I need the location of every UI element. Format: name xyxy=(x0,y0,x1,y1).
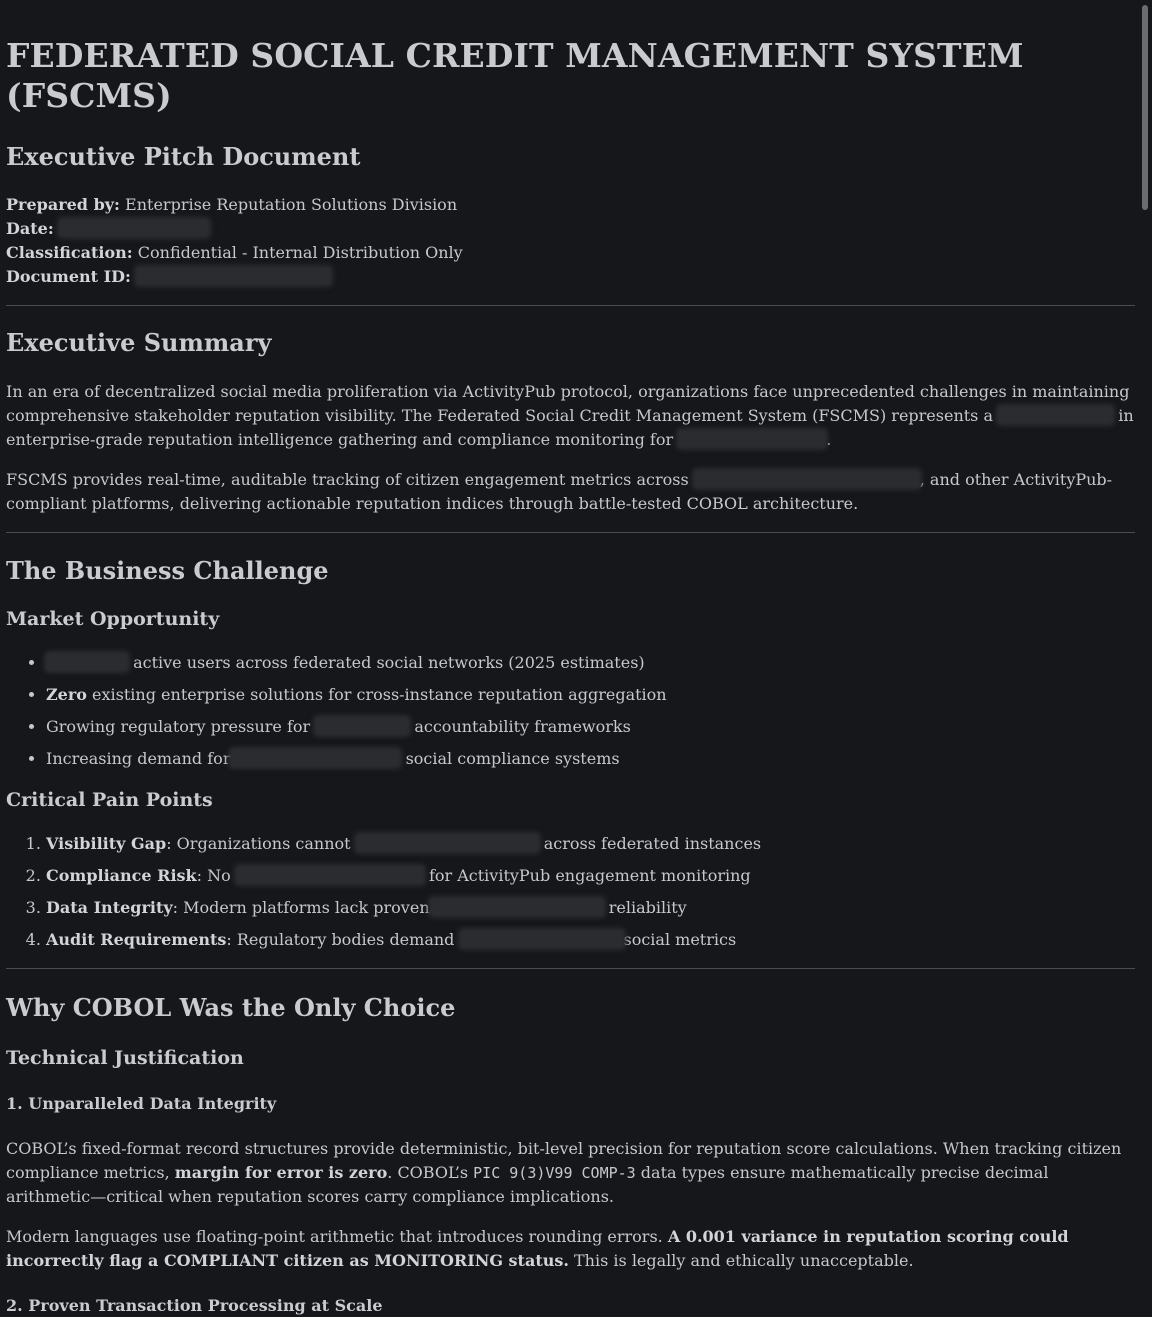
list-item-text: active users across federated social networks (2025 estimates) xyxy=(133,653,645,672)
list-item-text: Growing regulatory pressure for xyxy=(46,717,311,736)
list-item-text: across federated instances xyxy=(543,834,762,853)
list-item-text: social metrics xyxy=(623,930,737,949)
redacted-phrase xyxy=(356,834,539,852)
paragraph-text: . COBOL’s xyxy=(387,1163,474,1182)
list-item xyxy=(46,651,1135,675)
prepared-by-label: Prepared by: xyxy=(6,195,120,214)
document-id-line xyxy=(6,265,1135,289)
divider xyxy=(6,532,1135,533)
data-integrity-paragraph-2 xyxy=(6,1225,1135,1273)
list-item xyxy=(46,928,1135,952)
list-item-text: : Regulatory bodies demand xyxy=(226,930,455,949)
paragraph-bold: margin for error is zero xyxy=(174,1163,388,1182)
date-label: Date: xyxy=(6,219,54,238)
transaction-processing-heading: 2. Proven Transaction Processing at Scale xyxy=(6,1296,383,1315)
redacted-phrase xyxy=(315,717,409,735)
list-item-text: for ActivityPub engagement monitoring xyxy=(428,866,751,885)
redacted-phrase xyxy=(230,749,400,767)
document-body xyxy=(6,0,1135,1317)
list-item-bold: Audit Requirements xyxy=(46,930,227,949)
vertical-scrollbar[interactable] xyxy=(1138,0,1152,1300)
market-opportunity-list xyxy=(6,651,1135,771)
document-id-label: Document ID: xyxy=(6,267,131,286)
date-line xyxy=(6,217,1135,241)
pain-points-list xyxy=(6,832,1135,952)
critical-pain-points-heading: Critical Pain Points xyxy=(6,789,213,811)
divider xyxy=(6,305,1135,306)
data-integrity-paragraph-1 xyxy=(6,1137,1135,1209)
summary-text-b: in enterprise-grade reputation intelligence gathering and compliance monitoring for xyxy=(6,406,1134,449)
summary-text-d: FSCMS provides real-time, auditable tracking of citizen engagement metrics across xyxy=(6,470,689,489)
business-challenge-heading: The Business Challenge xyxy=(6,556,329,585)
summary-text-a: In an era of decentralized social media proliferation via ActivityPub protocol, organizations face unprecedented challenges in maintaining comprehensive stakeholder reputation visibility. The Federated Social Credit Management System (FSCMS) represents a xyxy=(6,382,1130,425)
list-item-text: reliability xyxy=(608,898,687,917)
technical-justification-heading: Technical Justification xyxy=(6,1047,244,1069)
redacted-platform-list xyxy=(694,470,920,488)
paragraph-text: Modern languages use floating-point arithmetic that introduces rounding errors. xyxy=(6,1227,668,1246)
classification-value: Confidential - Internal Distribution Only xyxy=(137,243,463,262)
summary-text-e: , and other ActivityPub-compliant platforms, delivering actionable reputation indices through battle-tested COBOL architecture. xyxy=(6,470,1113,513)
document-metadata xyxy=(6,193,1135,289)
list-item-text: social compliance systems xyxy=(405,749,620,768)
list-item-text: accountability frameworks xyxy=(414,717,631,736)
market-opportunity-heading: Market Opportunity xyxy=(6,608,220,630)
prepared-by-value: Enterprise Reputation Solutions Division xyxy=(125,195,458,214)
page-title: FEDERATED SOCIAL CREDIT MANAGEMENT SYSTEM (FSCMS) xyxy=(6,36,1024,115)
list-item-text: : No xyxy=(196,866,231,885)
data-integrity-heading: 1. Unparalleled Data Integrity xyxy=(6,1094,277,1113)
prepared-by-line xyxy=(6,193,1135,217)
redacted-phrase xyxy=(430,898,604,916)
paragraph-bold: A 0.001 variance in reputation scoring could incorrectly flag a COMPLIANT citizen as MONITORING status. xyxy=(6,1227,1069,1270)
paragraph-text: This is legally and ethically unacceptable. xyxy=(568,1251,914,1270)
list-item xyxy=(46,864,1135,888)
list-item xyxy=(46,896,1135,920)
list-item-bold: Visibility Gap xyxy=(46,834,167,853)
redacted-phrase xyxy=(460,930,624,948)
why-cobol-heading: Why COBOL Was the Only Choice xyxy=(6,993,456,1022)
paragraph-text: data types ensure mathematically precise decimal arithmetic—critical when reputation scores carry compliance implications. xyxy=(6,1163,1049,1206)
scrollbar-thumb[interactable] xyxy=(1142,5,1148,210)
list-item-text: : Modern platforms lack proven xyxy=(172,898,430,917)
redacted-user-count xyxy=(46,653,128,671)
list-item xyxy=(46,747,1135,771)
document-subtitle: Executive Pitch Document xyxy=(6,142,361,171)
summary-text-c: . xyxy=(826,430,832,449)
list-item-text: existing enterprise solutions for cross-instance reputation aggregation xyxy=(86,685,667,704)
classification-line xyxy=(6,241,1135,265)
list-item xyxy=(46,832,1135,856)
list-item-bold: Zero xyxy=(46,685,87,704)
list-item-bold: Compliance Risk xyxy=(46,866,197,885)
redacted-phrase xyxy=(678,430,826,448)
divider xyxy=(6,968,1135,969)
paragraph-text: COBOL’s fixed-format record structures provide deterministic, bit-level precision for reputation score calculations. When tracking citizen compliance metrics, xyxy=(6,1139,1122,1182)
list-item-text: Increasing demand for xyxy=(46,749,231,768)
redacted-phrase xyxy=(236,866,424,884)
executive-summary-paragraph-1 xyxy=(6,380,1135,452)
list-item xyxy=(46,715,1135,739)
inline-code: PIC 9(3)V99 COMP-3 xyxy=(473,1164,636,1182)
list-item-bold: Data Integrity xyxy=(46,898,173,917)
list-item xyxy=(46,683,1135,707)
redacted-phrase xyxy=(998,406,1113,424)
classification-label: Classification: xyxy=(6,243,133,262)
redacted-document-id xyxy=(136,267,331,285)
executive-summary-paragraph-2 xyxy=(6,468,1135,516)
redacted-date xyxy=(59,219,209,237)
executive-summary-heading: Executive Summary xyxy=(6,328,272,357)
list-item-text: : Organizations cannot xyxy=(166,834,351,853)
